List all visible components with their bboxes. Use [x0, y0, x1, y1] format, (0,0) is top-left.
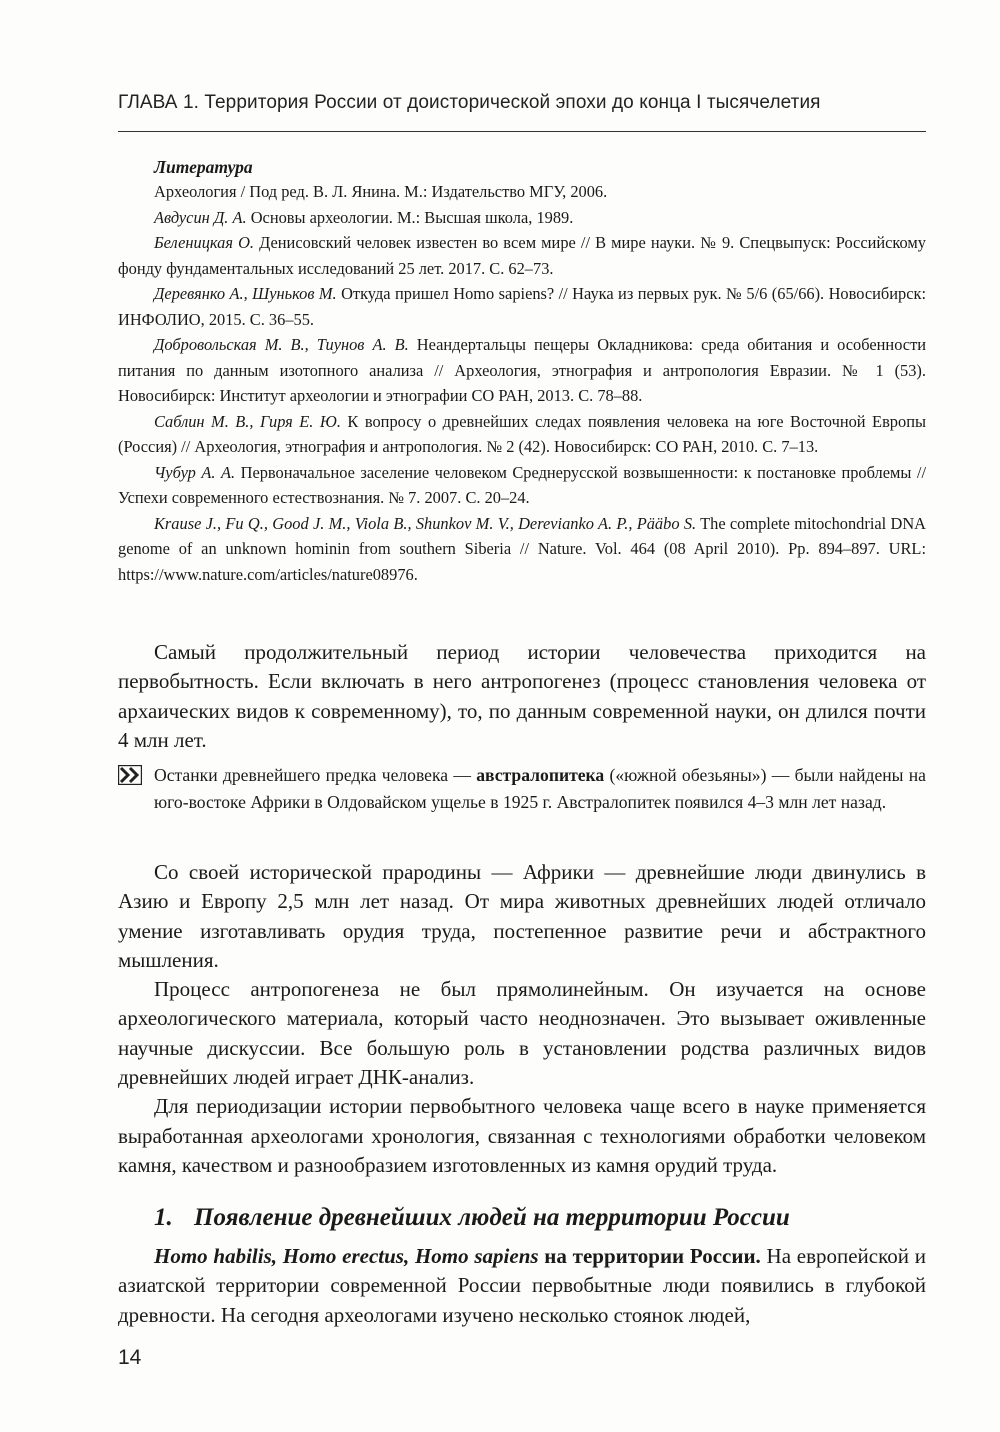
reference-text: К вопросу о древнейших следах появления человека на юге Восточной Европы (Россия) // Археология, этнография и антропология. № 2 (42). Новосибирск: СО РАН, 2010. С. 7–13.: [118, 411, 926, 456]
reference-author: Авдусин Д. А.: [154, 207, 247, 227]
highlight-text: [154, 762, 926, 815]
header-divider: [118, 131, 926, 132]
reference-item: [118, 460, 926, 511]
intro-paragraph: Самый продолжительный период истории человечества приходится на первобытность. Если включать в него антропогенез (процесс становления человека от архаических видов к современному), то, по данным современной науки, он длился почти 4 млн лет.: [118, 640, 926, 752]
body-paragraph: Со своей исторической прародины — Африки — древнейшие люди двинулись в Азию и Европу 2,5 млн лет назад. От мира животных древнейших людей отличало умение изготавливать орудия труда, постепенное развитие речи и абстрактного мышления.: [118, 860, 926, 972]
reference-item: [118, 409, 926, 460]
body-paragraph: Процесс антропогенеза не был прямолинейным. Он изучается на основе археологического материала, который часто неоднозначен. Это вызывает оживленные научные дискуссии. Все большую роль в установлении родства различных видов древнейших людей играет ДНК-анализ.: [118, 977, 926, 1090]
section-text: На европейской и азиатской территории современной России первобытные люди появились в глубокой древности. На сегодня археологами изучено несколько стоянок людей,: [118, 1244, 926, 1327]
reference-text: The complete mitochondrial DNA genome of an unknown hominin from southern Siberia // Nature. Vol. 464 (08 April 2010). Pp. 894–897. URL: https://www.nature.com/articles/nature08976.: [118, 513, 926, 584]
reference-text: Неандертальцы пещеры Окладникова: среда обитания и особенности питания по данным изотопного анализа // Археология, этнография и антропология Евразии. № 1 (53). Новосибирск: Институт археологии и этнографии СО РАН, 2013. С. 78–88.: [118, 335, 927, 405]
literature-section: [118, 155, 926, 587]
intro-block: [118, 638, 926, 755]
reference-item: [118, 205, 926, 231]
reference-author: Чубур А. А.: [154, 462, 236, 482]
section-paragraph: [118, 1242, 926, 1330]
reference-item: [118, 332, 926, 409]
section-number: 1.: [154, 1204, 173, 1231]
reference-text: Археология / Под ред. В. Л. Янина. М.: Издательство МГУ, 2006.: [154, 182, 608, 201]
body-block: [118, 858, 926, 1180]
section-lead-rest: на территории России.: [538, 1244, 761, 1268]
highlight-text-end: («южной обезьяны») — были найдены на юго-востоке Африки в Олдовайском ущелье в 1925 г. Австралопитек появился 4–3 млн лет назад.: [154, 765, 926, 812]
reference-text: Денисовский человек известен во всем мире // В мире науки. № 9. Спецвыпуск: Российскому фонду фундаментальных исследований 25 лет. 2017. С. 62–73.: [118, 233, 927, 278]
reference-author: Беленицкая О.: [154, 233, 255, 252]
highlight-term: австралопитека: [476, 765, 605, 785]
highlight-note: [118, 762, 926, 815]
section-title: Появление древнейших людей на территории России: [194, 1204, 790, 1231]
reference-text: Основы археологии. М.: Высшая школа, 1989.: [246, 207, 574, 227]
literature-title: Литература: [154, 157, 253, 177]
reference-text: Откуда пришел Homo sapiens? // Наука из первых рук. № 5/6 (65/66). Новосибирск: ИНФОЛИО, 2015. С. 36–55.: [118, 284, 926, 329]
reference-item: [118, 179, 926, 205]
section-lead-species: Homo habilis, Homo erectus, Homo sapiens: [154, 1244, 539, 1268]
reference-author: Деревянко А., Шуньков М.: [154, 284, 337, 303]
section-body: [118, 1242, 926, 1330]
section-lead: [154, 1244, 761, 1268]
page-number: 14: [118, 1346, 142, 1369]
reference-item: [118, 230, 926, 281]
reference-author: Саблин М. В., Гиря Е. Ю.: [154, 411, 341, 431]
chapter-header: ГЛАВА 1. Территория России от доисторической эпохи до конца I тысячелетия: [118, 92, 821, 113]
body-paragraph: Для периодизации истории первобытного человека чаще всего в науке применяется выработанная археологами хронология, связанная с технологиями обработки человеком камня, качеством и разнообразием изготовленных из камня орудий труда.: [118, 1094, 926, 1177]
highlight-text-start: Останки древнейшего предка человека —: [154, 765, 477, 785]
reference-author: Добровольская М. В., Тиунов А. В.: [154, 335, 409, 354]
section-heading: [154, 1204, 790, 1232]
reference-item: [118, 511, 926, 588]
double-arrow-icon: [118, 765, 142, 785]
reference-text: Первоначальное заселение человеком Среднерусской возвышенности: к постановке проблемы // Успехи современного естествознания. № 7. 2007. С. 20–24.: [118, 462, 927, 507]
reference-item: [118, 281, 926, 332]
reference-author: Krause J., Fu Q., Good J. M., Viola B., Shunkov M. V., Derevianko A. P., Pääbo S.: [154, 513, 697, 533]
